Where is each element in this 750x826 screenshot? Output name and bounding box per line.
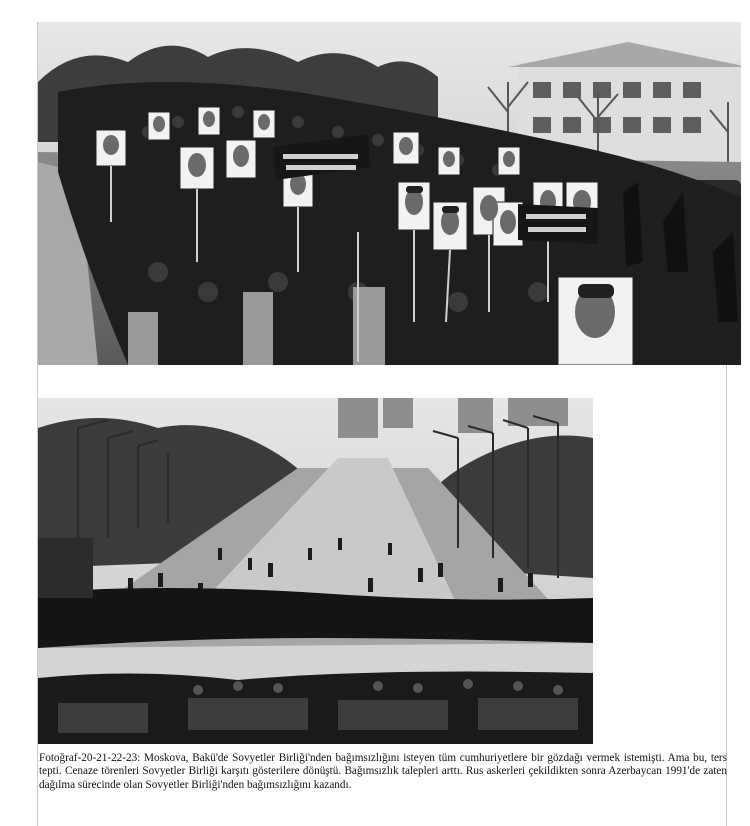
city-square-crowd-photo (38, 398, 593, 744)
protest-march-photo (38, 22, 741, 365)
protest-march-illustration (38, 22, 741, 365)
photo-caption: Fotoğraf-20-21-22-23: Moskova, Bakü'de Sovyetler Birliği'nden bağımsızlığını isteyen tüm cumhuriyetlere bir gözdağı vermek istemişti. Ama bu, ters tepti. Cenaze törenleri Sovyetler Birliği karşıtı gösterilere dönüştü. Bağımsızlık talepleri arttı. Rus askerleri çekildikten sonra Azerbaycan 1991'de zaten dağılma sürecinde olan Sovyetler Birliği'nden bağımsızlığını kazandı. (39, 752, 727, 791)
city-square-illustration (38, 398, 593, 744)
